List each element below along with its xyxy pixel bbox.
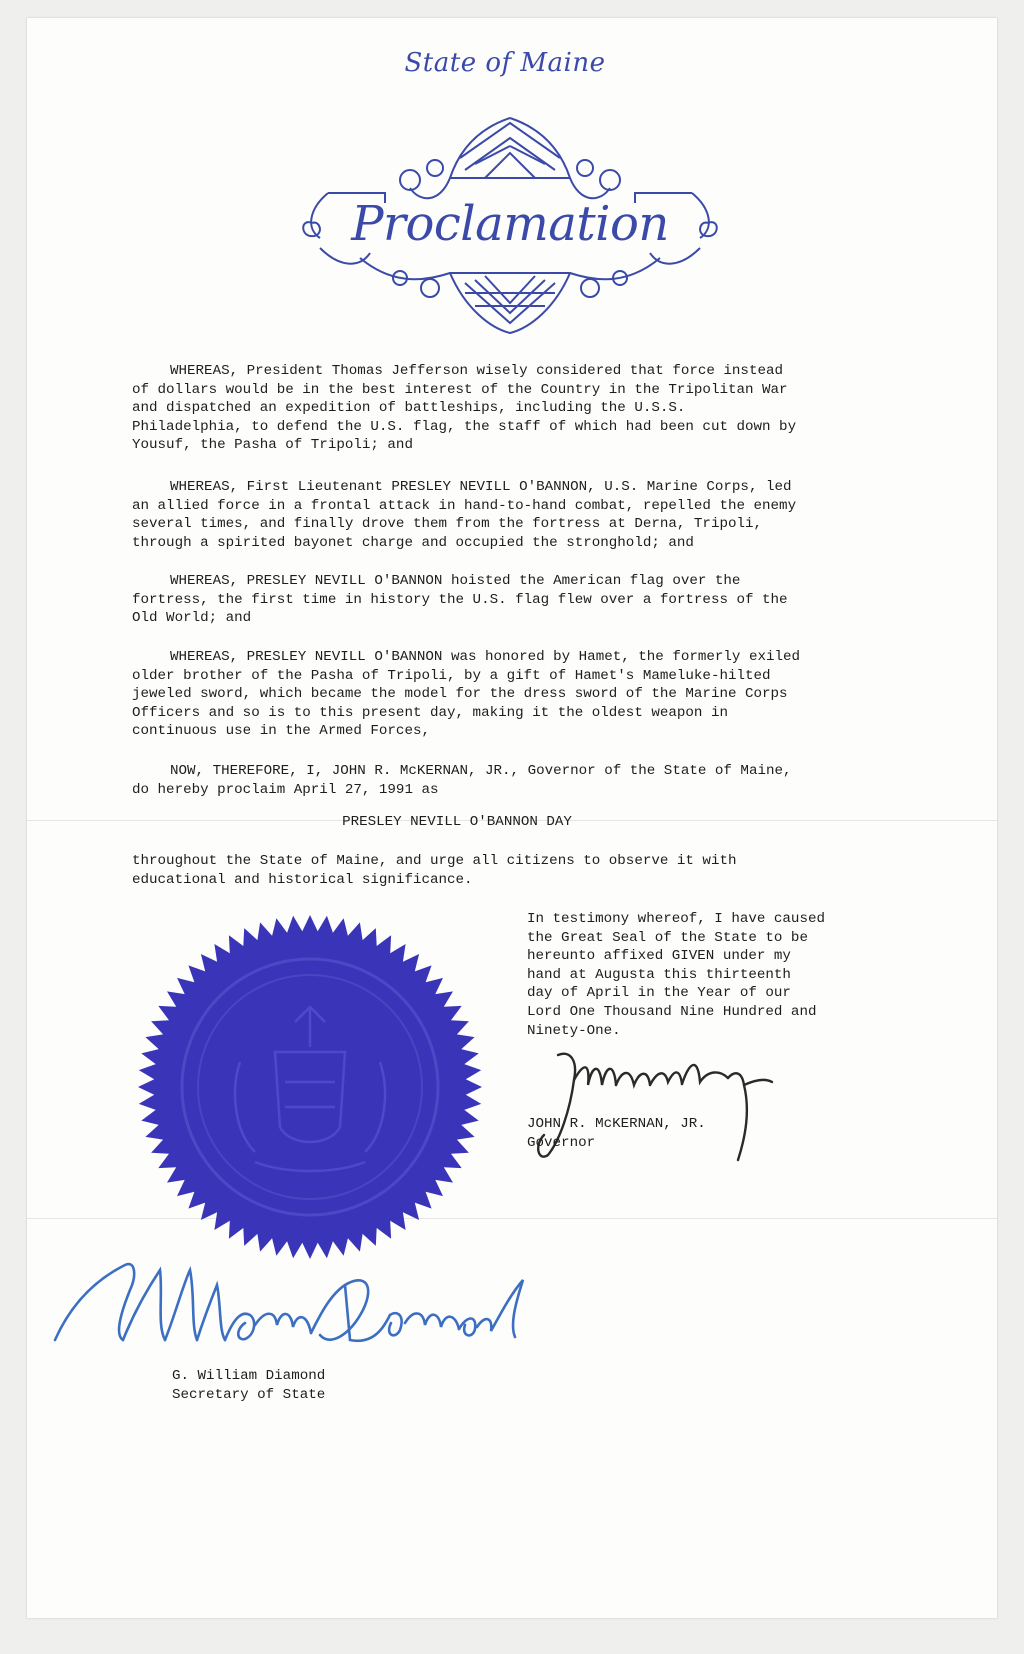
whereas-paragraph-4: WHEREAS, PRESLEY NEVILL O'BANNON was honored by Hamet, the formerly exiled older brother of the Pasha of Tripoli, by a gift of Hamet's Mameluke-hilted jeweled sword, which became the model for the dress sword of the Marine Corps Officers and so is to this present day, making it the oldest weapon in continuous use in the Armed Forces, (132, 649, 801, 740)
whereas-paragraph-1: WHEREAS, President Thomas Jefferson wisely considered that force instead of dollars would be in the best interest of the Country in the Tripolitan War and dispatched an expedition of battleships, including the U.S.S. Philadelphia, to defend the U.S. flag, the staff of which had been cut down by Yousuf, the Pasha of Tripoli; and (132, 363, 797, 454)
great-seal-icon (135, 912, 485, 1262)
testimony-text: In testimony whereof, I have caused the Great Seal of the State to be hereunto affixed GIVEN under my hand at Augusta this thirteenth day of April in the Year of our Lord One Thousand Nine Hundred and Ninety-One. (527, 911, 825, 1039)
secretary-name: G. William Diamond (172, 1368, 326, 1384)
whereas-paragraph-2: WHEREAS, First Lieutenant PRESLEY NEVILL O'BANNON, U.S. Marine Corps, led an allied force in a frontal attack in hand-to-hand combat, repelled the enemy several times, and finally drove them from the fortress at Derna, Tripoli, through a spirited bayonet charge and occupied the stronghold; and (132, 479, 797, 551)
whereas-paragraph-3: WHEREAS, PRESLEY NEVILL O'BANNON hoisted the American flag over the fortress, the first time in history the U.S. flag flew over a fortress of the Old World; and (132, 573, 788, 627)
secretary-title: Secretary of State (172, 1387, 326, 1403)
document-title: Proclamation (351, 196, 669, 252)
secretary-signature (45, 1255, 545, 1365)
governor-title: Governor (527, 1135, 596, 1151)
governor-name: JOHN R. McKERNAN, JR. (527, 1116, 706, 1132)
closing-paragraph: throughout the State of Maine, and urge all citizens to observe it with educational and historical significance. (132, 853, 737, 888)
proclaimed-day-title: PRESLEY NEVILL O'BANNON DAY (342, 814, 572, 830)
state-title: State of Maine (404, 48, 606, 78)
proclaim-paragraph: NOW, THEREFORE, I, JOHN R. McKERNAN, JR., Governor of the State of Maine, do hereby proclaim April 27, 1991 as (132, 763, 792, 798)
